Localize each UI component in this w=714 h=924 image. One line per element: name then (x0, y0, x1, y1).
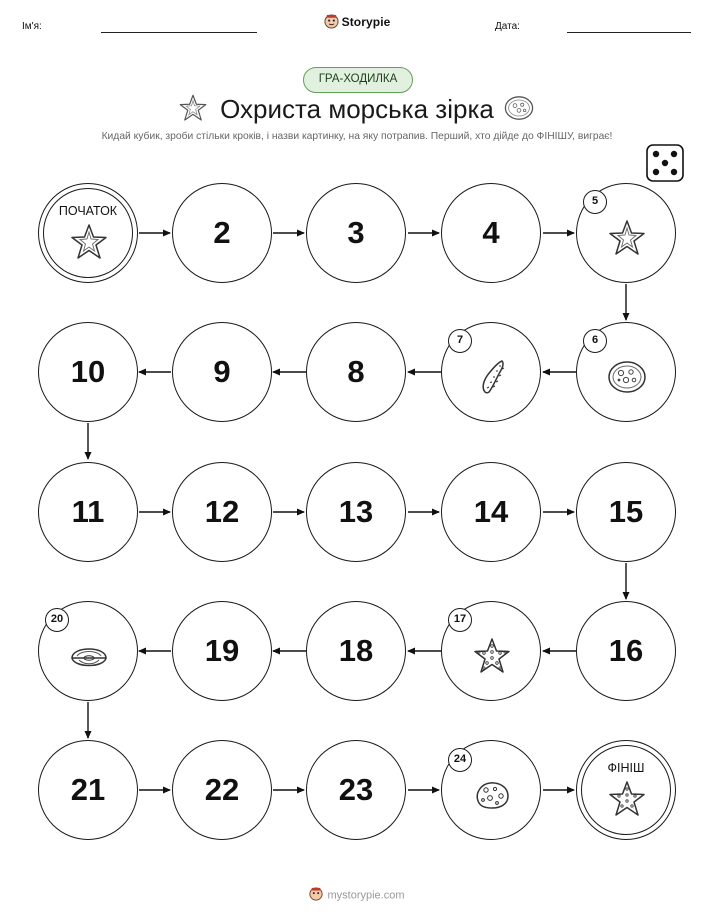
board-cell[interactable] (441, 183, 541, 283)
board-cell[interactable] (38, 462, 138, 562)
cell-number: 12 (204, 494, 240, 529)
board-cell[interactable] (576, 462, 676, 562)
board-cell[interactable] (38, 322, 138, 422)
cell-number: 10 (70, 354, 106, 389)
name-label: Ім'я: (22, 21, 42, 32)
cell-number-badge: 24 (448, 748, 472, 772)
board-cell-start[interactable] (38, 183, 138, 283)
board-cell[interactable] (306, 322, 406, 422)
board-cell[interactable] (441, 462, 541, 562)
board-cell[interactable] (306, 740, 406, 840)
cell-number-badge: 17 (448, 608, 472, 632)
cell-number: 15 (608, 494, 644, 529)
cell-number: 8 (347, 354, 365, 389)
board-cell[interactable] (306, 462, 406, 562)
board-cell[interactable] (38, 740, 138, 840)
cookie-icon (472, 775, 512, 815)
finish-label: ФІНІШ (607, 761, 645, 775)
cell-number: 13 (338, 494, 374, 529)
clam-icon (69, 636, 109, 676)
cell-number-badge: 7 (448, 329, 472, 353)
sea-cucumber-icon (472, 357, 512, 397)
starfish-icon (607, 779, 647, 819)
board-cell[interactable] (172, 183, 272, 283)
start-label: ПОЧАТОК (58, 204, 118, 218)
cell-number: 4 (482, 215, 500, 250)
board-cell[interactable] (172, 601, 272, 701)
cell-number: 23 (338, 772, 374, 807)
cell-number-badge: 5 (583, 190, 607, 214)
date-label: Дата: (495, 21, 520, 32)
cell-number: 22 (204, 772, 240, 807)
footer (0, 887, 714, 904)
board-cell[interactable] (306, 601, 406, 701)
starfish-icon (69, 222, 109, 262)
starfish-icon (607, 218, 647, 258)
board-cell[interactable] (576, 601, 676, 701)
instructions: Кидай кубик, зроби стільки кроків, і назви картинку, на яку потрапив. Перший, хто дійде до ФІНІШУ, виграє! (101, 131, 613, 142)
cell-number: 3 (347, 215, 365, 250)
cell-number: 16 (608, 633, 644, 668)
board-cell[interactable] (172, 740, 272, 840)
spotted-starfish-icon (472, 636, 512, 676)
cell-number: 14 (473, 494, 509, 529)
board-cell[interactable] (172, 322, 272, 422)
board-cell-finish[interactable] (576, 740, 676, 840)
cell-number-badge: 20 (45, 608, 69, 632)
cell-number: 18 (338, 633, 374, 668)
pizza-icon (607, 357, 647, 397)
storypie-logo-icon (309, 887, 323, 904)
cell-number: 11 (71, 494, 105, 529)
page-title: Охриста морська зірка (220, 94, 494, 124)
game-type-badge: ГРА-ХОДИЛКА (303, 67, 413, 93)
cell-number-badge: 6 (583, 329, 607, 353)
cell-number: 19 (204, 633, 240, 668)
cell-number: 2 (213, 215, 231, 250)
cell-number: 9 (213, 354, 231, 389)
board-cell[interactable] (172, 462, 272, 562)
brand-name: Storypie (341, 15, 391, 30)
footer-url[interactable]: mystorypie.com (327, 889, 405, 902)
board-cell[interactable] (306, 183, 406, 283)
cell-number: 21 (70, 772, 106, 807)
